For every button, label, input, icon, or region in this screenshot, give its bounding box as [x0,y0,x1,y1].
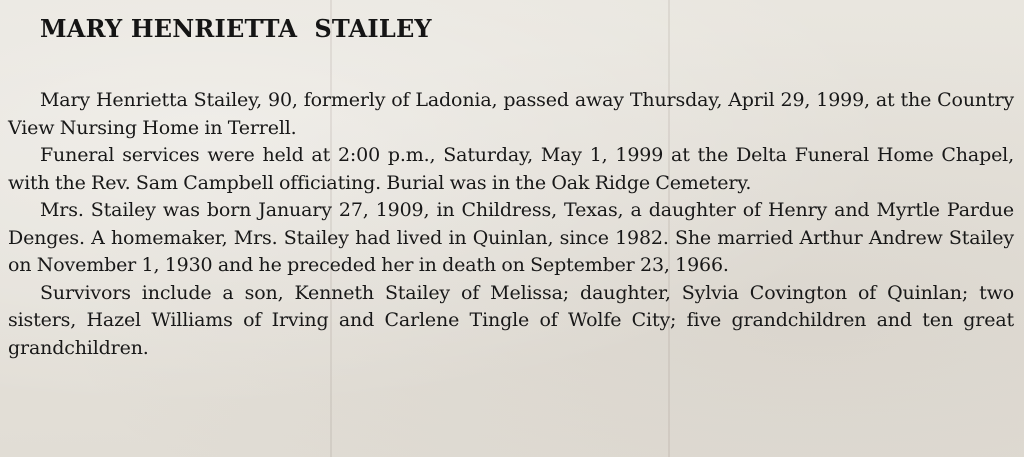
obituary-paragraph-survivors: Survivors include a son, Kenneth Stailey of Melissa; daughter, Sylvia Covington of Quinlan; two sisters, Hazel Williams of Irving and Carlene Tingle of Wolfe City; five grandchildren and ten great grandchildren. [8,281,1014,359]
obituary-headline: MARY HENRIETTA STAILEY [40,14,432,43]
obituary-paragraph-biography: Mrs. Stailey was born January 27, 1909, in Childress, Texas, a daughter of Henry and Myrtle Pardue Denges. A homemaker, Mrs. Stailey had lived in Quinlan, since 1982. She married Arthur Andrew Stailey on November 1, 1930 and he preceded her in death on September 23, 1966. [8,199,1014,276]
obituary-paragraph-death-notice: Mary Henrietta Stailey, 90, formerly of Ladonia, passed away Thursday, April 29, 1999, at the Country View Nursing Home in Terrell. [8,89,1014,139]
obituary-paragraph-funeral: Funeral services were held at 2:00 p.m., Saturday, May 1, 1999 at the Delta Funeral Home Chapel, with the Rev. Sam Campbell officiating. Burial was in the Oak Ridge Cemetery. [8,144,1014,194]
obituary-body [8,87,1014,362]
